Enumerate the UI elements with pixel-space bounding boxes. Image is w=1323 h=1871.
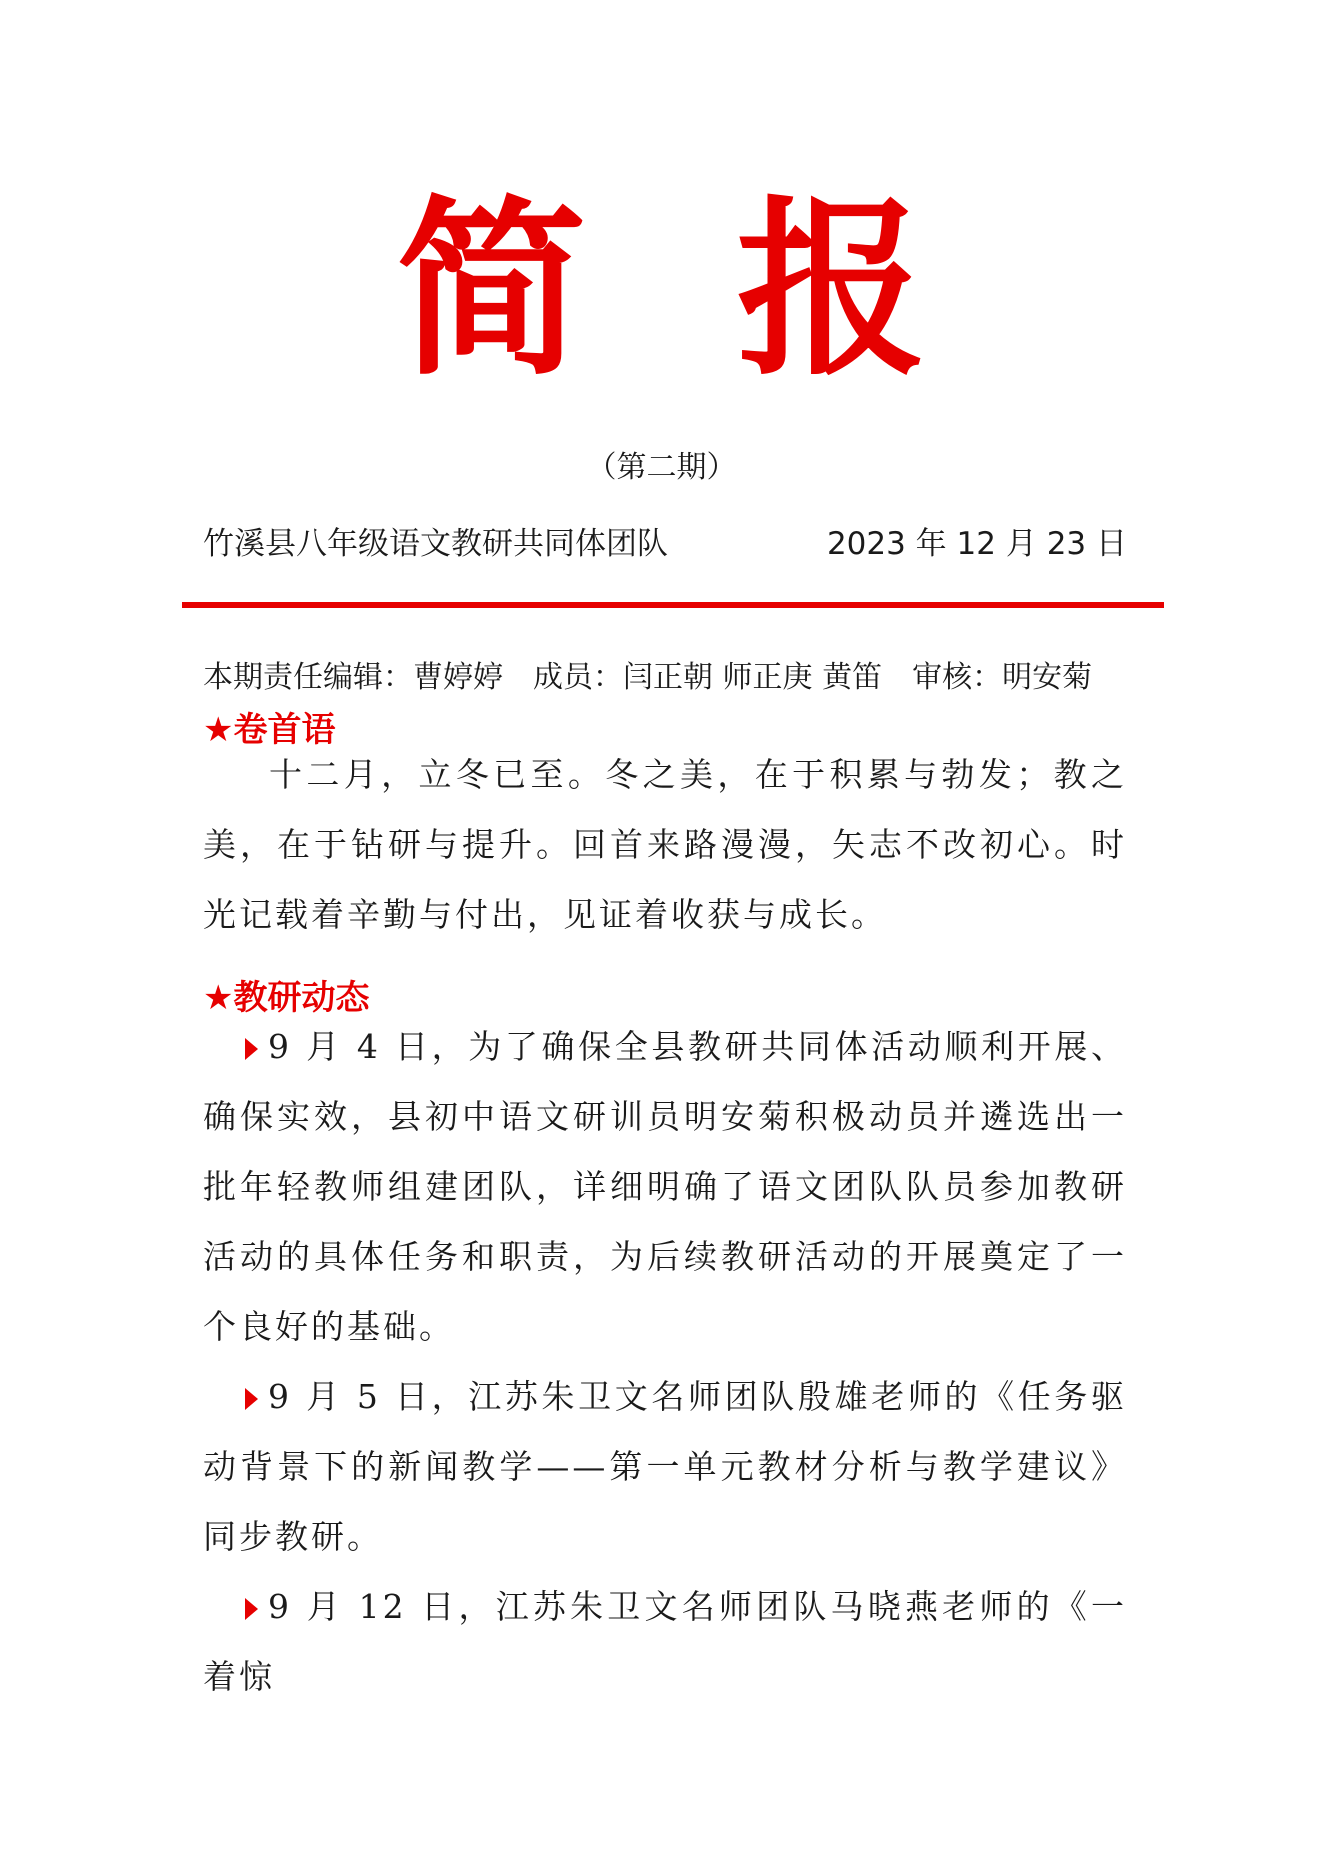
members-credit: 成员：闫正朝 师正庚 黄笛 [533, 660, 883, 695]
foreword-text: 十二月，立冬已至。冬之美，在于积累与勃发；教之美，在于钻研与提升。回首来路漫漫，矢志不改初心。时光记载着辛勤与付出，见证着收获与成长。 [203, 755, 1127, 934]
red-triangle-bullet-icon [245, 1388, 258, 1410]
news-heading: ★教研动态 [203, 978, 370, 1018]
header-line [203, 522, 1127, 566]
editor-credit: 本期责任编辑：曹婷婷 [203, 660, 503, 695]
red-divider [182, 602, 1164, 608]
news-item: 9 月 4 日，为了确保全县教研共同体活动顺利开展、确保实效，县初中语文研训员明安菊积极动员并遴选出一批年轻教师组建团队，详细明确了语文团队队员参加教研活动的具体任务和职责，为后续教研活动的开展奠定了一个良好的基础。 [203, 1027, 1127, 1346]
organization-name: 竹溪县八年级语文教研共同体团队 [203, 526, 668, 562]
news-item: 9 月 5 日，江苏朱卫文名师团队殷雄老师的《任务驱动背景下的新闻教学——第一单元教材分析与教学建议》同步教研。 [203, 1377, 1127, 1556]
issue-number: （第二期） [586, 450, 737, 485]
red-triangle-bullet-icon [245, 1038, 258, 1060]
red-triangle-bullet-icon [245, 1598, 258, 1620]
news-item: 9 月 12 日，江苏朱卫文名师团队马晓燕老师的《一着惊 [203, 1587, 1127, 1696]
masthead-title: 简报 [396, 178, 1077, 401]
publish-date: 2023 年 12 月 23 日 [826, 526, 1127, 562]
reviewer-credit: 审核：明安菊 [912, 660, 1093, 695]
credits-line [203, 656, 1127, 700]
foreword-heading: ★卷首语 [203, 710, 336, 750]
